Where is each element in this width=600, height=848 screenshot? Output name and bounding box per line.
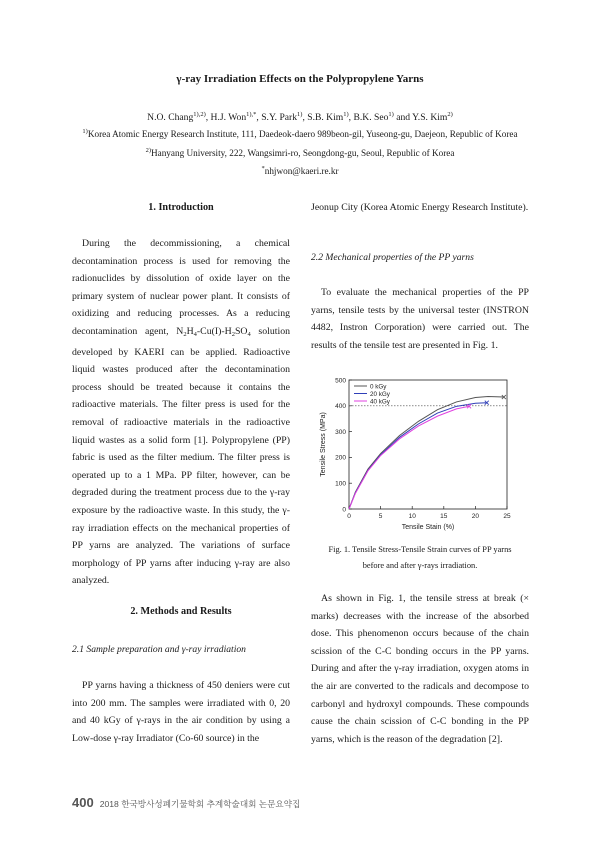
subsection-heading-2-2: 2.2 Mechanical properties of the PP yarns (311, 252, 474, 263)
author-name: S.Y. Park (261, 112, 298, 123)
series-line-2 (349, 406, 469, 509)
author-affiliation-mark: 1) (388, 111, 394, 118)
page-footer (72, 794, 300, 812)
page-number: 400 (72, 795, 94, 810)
y-tick-label: 0 (342, 506, 346, 514)
section-heading-methods: 2. Methods and Results (130, 606, 232, 617)
mechanical-properties-paragraph: To evaluate the mechanical properties of the PP yarns, tensile tests by the universal tester (INSTRON 4482, Instron Corporation) were carried out. The results of the tensile test are presented in Fig. 1. (311, 287, 529, 351)
author-affiliation-mark: 1),2) (193, 111, 206, 118)
x-tick-label: 5 (378, 513, 383, 520)
proceedings-name: 2018 한국방사성폐기물학회 추계학술대회 논문요약집 (99, 799, 301, 809)
legend-label-0: 0 kGy (370, 383, 387, 391)
x-tick-label: 10 (408, 513, 416, 520)
author-affiliation-mark: 1) (297, 111, 303, 118)
y-tick-label: 200 (335, 454, 346, 462)
author-affiliation-mark: 1) (343, 111, 349, 118)
author-list: N.O. Chang$^{1),2)}$, H.J. Won$^{1),*}$, S.Y. Park$^{1)}$, S.B. Kim$^{1)}$, B.K. Seo$^{1)}$ and Y.S. Kim$^{2)}$ (147, 111, 453, 123)
paper-title: γ-ray Irradiation Effects on the Polypropylene Yarns (176, 73, 424, 85)
sample-preparation-paragraph: PP yarns having a thickness of 450 deniers were cut into 200 mm. The samples were irradiated with 0, 20 and 40 kGy of γ-rays in the air condition by using a Low-dose γ-ray Irradiator (Co-60 source) in the (72, 680, 290, 744)
y-tick-label: 400 (335, 403, 346, 411)
results-paragraph: As shown in Fig. 1, the tensile stress at break (× marks) decreases with the increase of the absorbed dose. This phenomenon occurs because of the chain scission of the C-C bonding occurs in the PP yarns. During and after the γ-ray irradiation, oxygen atoms in the air are converted to the radicals and decompose to carbonyl and hydroxyl compounds. These compounds cause the chain scission of C-C bonding in the PP yarns, which is the reason of the degradation [2]. (311, 593, 529, 745)
author-name: B.K. Seo (353, 112, 389, 123)
figure-caption (311, 542, 529, 574)
sample-preparation-continued: Jeonup City (Korea Atomic Energy Research Institute). (311, 202, 529, 213)
y-axis-label: Tensile Stress (MPa) (320, 412, 327, 477)
section-heading-introduction: 1. Introduction (148, 202, 214, 213)
series-line-0 (349, 397, 504, 509)
author-name: N.O. Chang (147, 112, 194, 123)
y-tick-label: 300 (335, 428, 346, 436)
tensile-chart (311, 372, 529, 537)
intro-paragraph: During the decommissioning, a chemical decontamination process is used for removing the radionuclides by dissolution of oxide layer on the primary system of nuclear power plant. It consists of oxidizing and reducing processes. As a reducing decontamination agent, $N_2H_4-Cu(I)-H_2SO_4$ solution developed by KAERI can be applied. Radioactive liquid wastes produced after the decontamination process should be treated because it contains the radioactive materials. The filter press is used for the removal of radioactive materials in the radioactive liquid wastes as a solid form [1]. Polypropylene (PP) fabric is used as the filter medium. The filter press is operated up to a 1 MPa. PP filter, however, can be degraded during the treatment process due to the γ-ray exposure by the radioactive waste. In this study, the γ-ray irradiation effects on the mechanical properties of PP yarns are analyzed. The variations of surface morphology of PP yarns after inducing γ-ray are also analyzed. (72, 238, 290, 587)
corresponding-email: *nhjwon@kaeri.re.kr (261, 165, 339, 176)
author-name: Y.S. Kim (412, 112, 448, 123)
author-name: H.J. Won (210, 112, 247, 123)
x-tick-label: 20 (471, 513, 480, 520)
legend-label-2: 40 kGy (370, 398, 390, 406)
x-axis-label: Tensile Stain (%) (401, 524, 455, 531)
x-tick-label: 0 (347, 513, 351, 520)
affiliation-1: $^{1)}$Korea Atomic Energy Research Institute, 111, Daedeok-daero 989beon-gil, Yuseong-gu, Daejeon, Republic of Korea (82, 128, 518, 139)
x-tick-label: 15 (440, 513, 448, 520)
author-affiliation-mark: 1),* (246, 111, 257, 118)
figure-caption-line-1: Fig. 1. Tensile Stress-Tensile Strain curves of PP yarns (328, 545, 512, 554)
legend-label-1: 20 kGy (370, 390, 390, 398)
series-line-1 (349, 403, 487, 509)
y-tick-label: 500 (335, 377, 346, 385)
x-tick-label: 25 (503, 513, 511, 520)
affiliation-2: $^{2)}$Hanyang University, 222, Wangsimri-ro, Seongdong-gu, Seoul, Republic of Korea (145, 147, 455, 158)
author-name: S.B. Kim (307, 112, 344, 123)
author-affiliation-mark: 2) (447, 111, 453, 118)
figure-caption-line-2: before and after γ-rays irradiation. (362, 561, 478, 570)
y-tick-label: 100 (335, 480, 346, 488)
subsection-heading-2-1: 2.1 Sample preparation and γ-ray irradiation (72, 644, 246, 655)
